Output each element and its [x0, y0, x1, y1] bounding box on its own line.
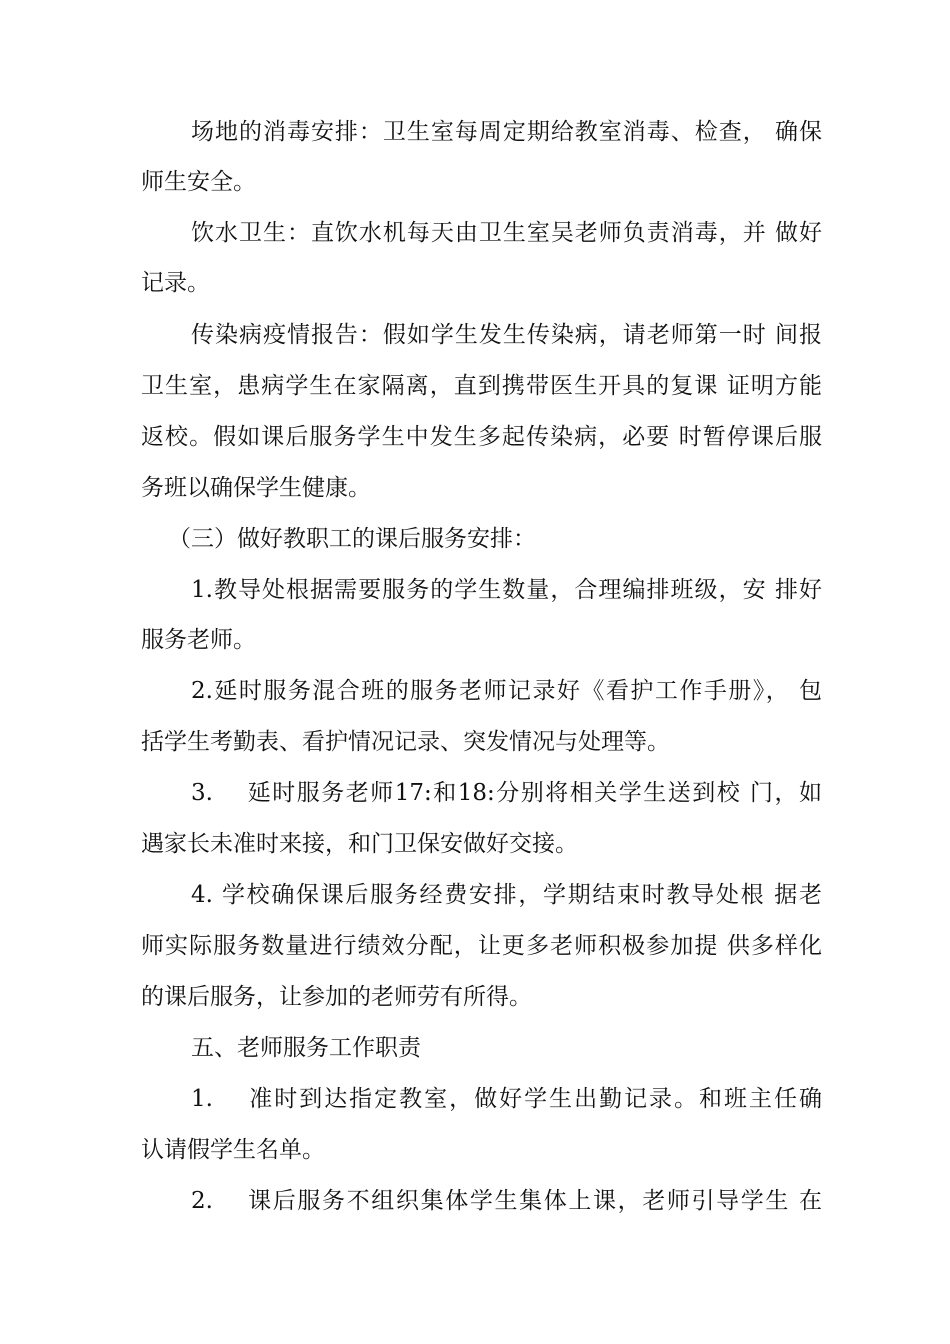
text-line: 1. 准时到达指定教室，做好学生出勤记录。和班主任确 [191, 1086, 822, 1112]
text-line: 记录。 [141, 270, 210, 296]
text-line: 3. 延时服务老师17:和18:分别将相关学生送到校 门，如 [191, 780, 822, 806]
text-line: 括学生考勤表、看护情况记录、突发情况与处理等。 [141, 729, 670, 755]
text-line: 返校。假如课后服务学生中发生多起传染病，必要 时暂停课后服 [141, 424, 822, 450]
text-line: 传染病疫情报告：假如学生发生传染病，请老师第一时 间报 [191, 322, 822, 348]
text-line: 卫生室，患病学生在家隔离，直到携带医生开具的复课 证明方能 [141, 373, 822, 399]
text-line: 2. 课后服务不组织集体学生集体上课，老师引导学生 在 [191, 1188, 822, 1214]
text-line: 2.延时服务混合班的服务老师记录好《看护工作手册》， 包 [191, 678, 822, 704]
text-line: 务班以确保学生健康。 [141, 475, 371, 501]
text-line: 服务老师。 [141, 627, 256, 653]
text-line: 认请假学生名单。 [141, 1137, 325, 1163]
text-line: 场地的消毒安排：卫生室每周定期给教室消毒、检查， 确保 [191, 119, 822, 145]
text-line: 饮水卫生：直饮水机每天由卫生室吴老师负责消毒，并 做好 [191, 220, 822, 246]
text-line: 师实际服务数量进行绩效分配，让更多老师积极参加提 供多样化 [141, 933, 822, 959]
text-line: 1.教导处根据需要服务的学生数量，合理编排班级，安 排好 [191, 577, 822, 603]
section-heading: 五、老师服务工作职责 [191, 1035, 421, 1061]
text-line: 师生安全。 [141, 169, 256, 195]
section-heading: （三）做好教职工的课后服务安排： [168, 526, 536, 552]
text-line: 的课后服务，让参加的老师劳有所得。 [141, 984, 532, 1010]
text-line: 4. 学校确保课后服务经费安排，学期结束时教导处根 据老 [191, 882, 822, 908]
text-line: 遇家长未准时来接，和门卫保安做好交接。 [141, 831, 578, 857]
